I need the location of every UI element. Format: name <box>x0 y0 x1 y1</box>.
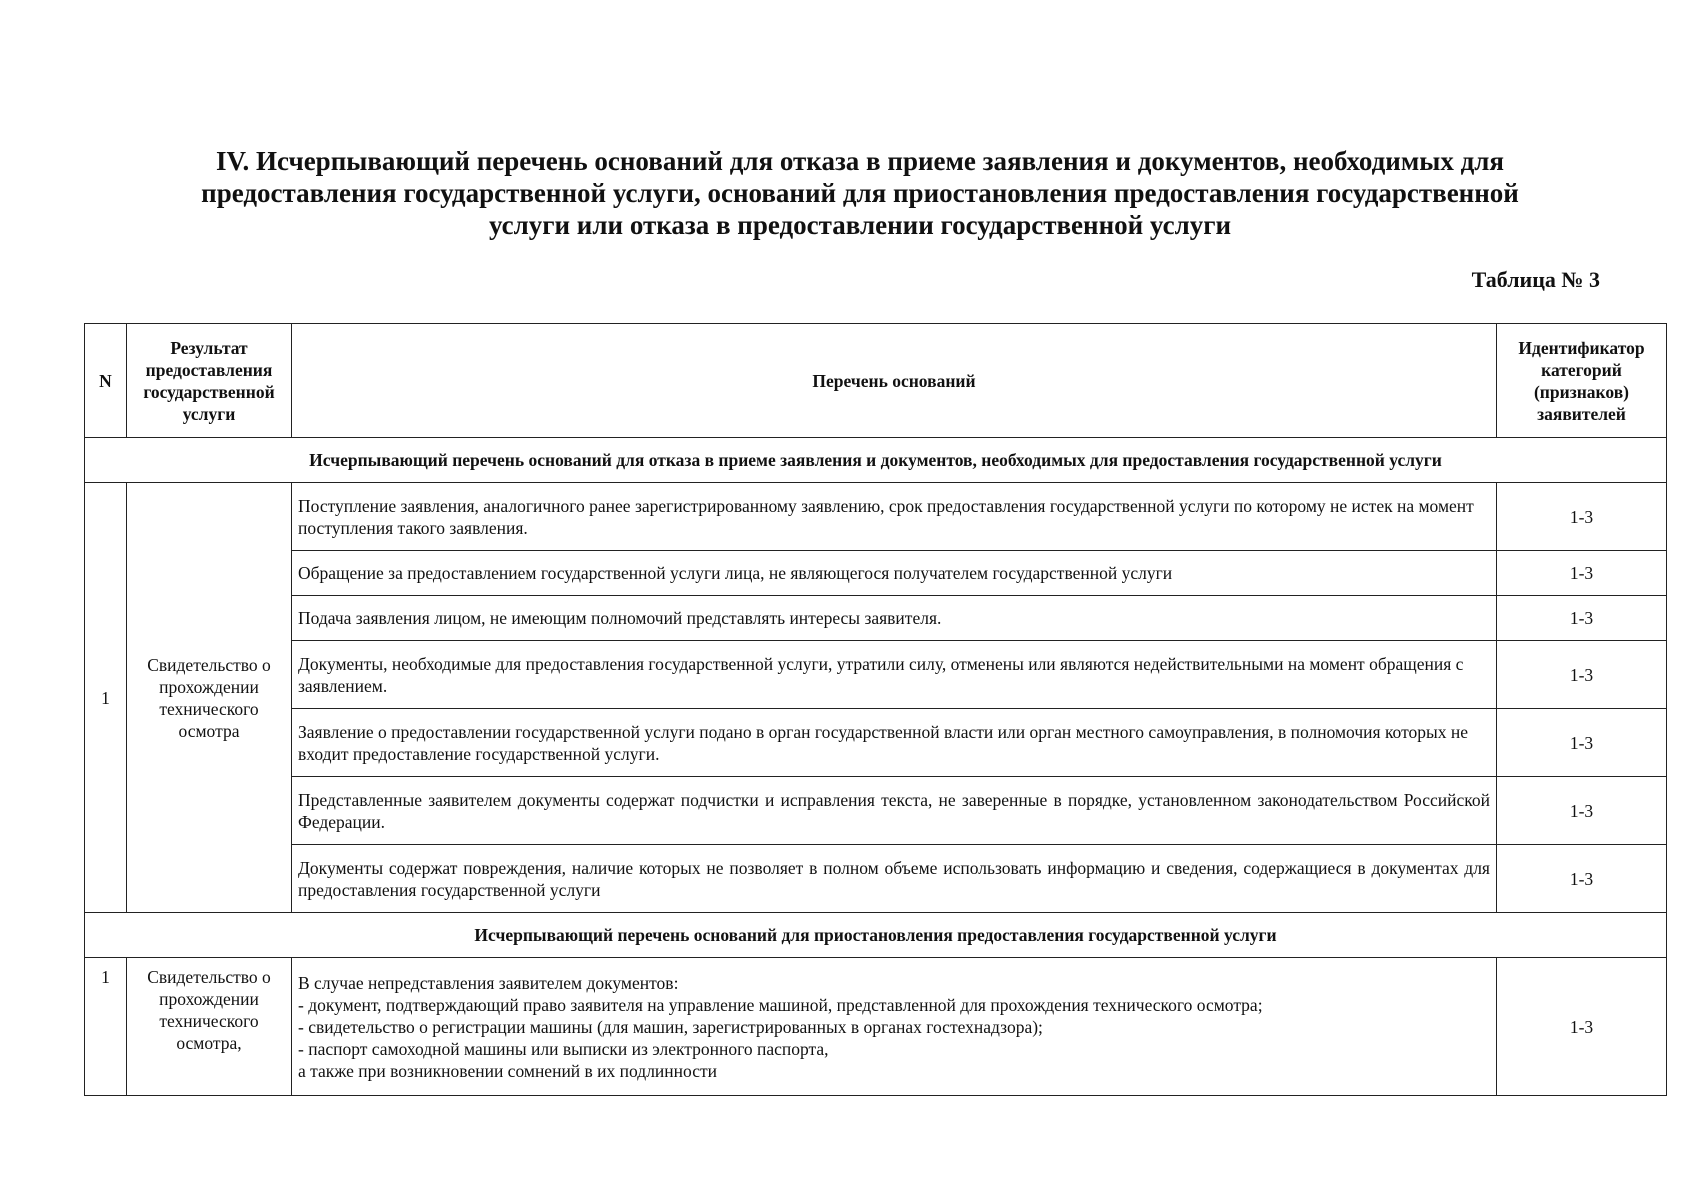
table-row <box>85 845 1667 913</box>
table-row <box>85 641 1667 709</box>
document-title <box>150 145 1570 241</box>
category-cell: 1-3 <box>1497 641 1667 709</box>
header-reasons: Перечень оснований <box>292 324 1497 438</box>
category-cell: 1-3 <box>1497 777 1667 845</box>
category-cell: 1-3 <box>1497 845 1667 913</box>
category-cell: 1-3 <box>1497 483 1667 551</box>
section-heading-row <box>85 438 1667 483</box>
result-cell: Свидетельство о прохождении технического осмотра, <box>127 958 292 1096</box>
title-line: услуги или отказа в предоставлении государственной услуги <box>488 210 1232 240</box>
reason-line: - паспорт самоходной машины или выписки из электронного паспорта, <box>298 1038 829 1059</box>
header-result: Результат предоставления государственной услуги <box>127 324 292 438</box>
row-number: 1 <box>85 958 127 1096</box>
reason-cell: Документы содержат повреждения, наличие которых не позволяет в полном объеме использовать информацию и сведения, содержащиеся в документах для предоставления государственной услуги <box>292 845 1497 913</box>
category-cell: 1-3 <box>1497 709 1667 777</box>
title-line: IV. Исчерпывающий перечень оснований для отказа в приеме заявления и документов, необходимых для <box>216 146 1504 176</box>
header-category: Идентификатор категорий (признаков) заявителей <box>1497 324 1667 438</box>
reason-line: - документ, подтверждающий право заявителя на управление машиной, представленной для прохождения технического осмотра; <box>298 994 1263 1015</box>
category-cell: 1-3 <box>1497 958 1667 1096</box>
reason-cell: Документы, необходимые для предоставления государственной услуги, утратили силу, отменены или являются недействительными на момент обращения с заявлением. <box>292 641 1497 709</box>
reason-line: а также при возникновении сомнений в их подлинности <box>298 1060 717 1081</box>
reason-line: - свидетельство о регистрации машины (для машин, зарегистрированных в органах гостехнадзора); <box>298 1016 1043 1037</box>
table-row <box>85 551 1667 596</box>
reason-cell: Обращение за предоставлением государственной услуги лица, не являющегося получателем государственной услуги <box>292 551 1497 596</box>
table-row <box>85 596 1667 641</box>
section-heading-row <box>85 913 1667 958</box>
header-num: N <box>85 324 127 438</box>
reason-cell <box>292 958 1497 1096</box>
reason-cell: Представленные заявителем документы содержат подчистки и исправления текста, не заверенные в порядке, установленном законодательством Российской Федерации. <box>292 777 1497 845</box>
table-row <box>85 709 1667 777</box>
row-number: 1 <box>85 483 127 913</box>
category-cell: 1-3 <box>1497 551 1667 596</box>
table-label: Таблица № 3 <box>1471 267 1600 292</box>
table-row <box>85 483 1667 551</box>
title-line: предоставления государственной услуги, оснований для приостановления предоставления государственной <box>201 178 1519 208</box>
reason-cell: Поступление заявления, аналогичного ранее зарегистрированному заявлению, срок предоставления государственной услуги по которому не истек на момент поступления такого заявления. <box>292 483 1497 551</box>
header-row <box>85 324 1667 438</box>
grounds-table <box>84 323 1667 1096</box>
table-row <box>85 777 1667 845</box>
reason-line: В случае непредставления заявителем документов: <box>298 972 679 993</box>
result-cell: Свидетельство о прохождении технического осмотра <box>127 483 292 913</box>
reason-cell: Заявление о предоставлении государственной услуги подано в орган государственной власти или орган местного самоуправления, в полномочия которых не входит предоставление государственной услуги. <box>292 709 1497 777</box>
reason-cell: Подача заявления лицом, не имеющим полномочий представлять интересы заявителя. <box>292 596 1497 641</box>
table-row <box>85 958 1667 1096</box>
section-heading: Исчерпывающий перечень оснований для отказа в приеме заявления и документов, необходимых для предоставления государственной услуги <box>85 438 1667 483</box>
category-cell: 1-3 <box>1497 596 1667 641</box>
section-heading: Исчерпывающий перечень оснований для приостановления предоставления государственной услуги <box>85 913 1667 958</box>
